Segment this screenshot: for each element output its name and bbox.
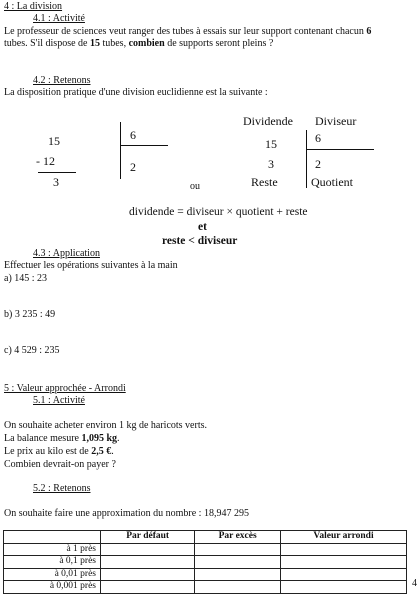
activity-bold-value: 15	[89, 38, 100, 49]
operation-a: a) 145 : 23	[4, 273, 48, 284]
activity-5-line2	[4, 433, 120, 445]
or-label: ou	[190, 181, 200, 192]
cell-valeur-arrondi[interactable]	[280, 581, 406, 594]
activity-5-heading: 5.1 : Activité	[33, 395, 85, 406]
approximation-table	[3, 530, 407, 594]
table-row	[4, 543, 407, 556]
row-label: à 0,01 près	[4, 568, 101, 581]
activity-text: Le professeur de sciences veut ranger des tubes à essais sur leur support contenant chacun	[4, 26, 367, 37]
remainder-condition: reste < diviseur	[162, 235, 238, 247]
diviseur-label: Diviseur	[315, 114, 357, 128]
activity-5-line3	[4, 446, 114, 458]
table-row	[4, 581, 407, 594]
section-5-title: 5 : Valeur approchée - Arrondi	[4, 383, 126, 394]
cell-par-exces[interactable]	[195, 543, 281, 556]
activity-5-text: Le prix au kilo est de	[4, 446, 92, 457]
quotient-label: Quotient	[311, 175, 353, 189]
cell-par-exces[interactable]	[195, 581, 281, 594]
retenons-5-heading: 5.2 : Retenons	[33, 483, 91, 494]
cell-par-exces[interactable]	[195, 556, 281, 569]
generic-vertical-line	[306, 130, 307, 188]
cell-par-defaut[interactable]	[101, 556, 195, 569]
dividende-label: Dividende	[243, 114, 293, 128]
example-remainder: 3	[53, 175, 59, 189]
activity-bold-value: 6	[366, 26, 372, 37]
retenons-heading: 4.2 : Retenons	[33, 75, 91, 86]
example-subtraction: - 12	[36, 154, 55, 168]
table-row	[4, 568, 407, 581]
activity-5-line4: Combien devrait-on payer ?	[4, 459, 116, 470]
activity-5-bold-value: 2,5 €	[91, 446, 112, 457]
generic-horizontal-line	[306, 149, 374, 150]
cell-par-defaut[interactable]	[101, 581, 195, 594]
retenons-text: La disposition pratique d'une division euclidienne est la suivante :	[4, 87, 268, 98]
page-number: 4	[412, 578, 417, 589]
table-header-empty	[4, 531, 101, 544]
cell-par-defaut[interactable]	[101, 543, 195, 556]
example-divisor: 6	[130, 128, 136, 142]
activity-5-text: .	[117, 433, 120, 444]
row-label: à 0,1 près	[4, 556, 101, 569]
cell-par-exces[interactable]	[195, 568, 281, 581]
application-text: Effectuer les opérations suivantes à la main	[4, 260, 178, 271]
table-row	[4, 556, 407, 569]
example-horizontal-line	[120, 145, 168, 146]
cell-valeur-arrondi[interactable]	[280, 543, 406, 556]
activity-bold-word: combien	[128, 38, 165, 49]
activity-paragraph-line2	[4, 38, 273, 50]
activity-5-bold-value: 1,095 kg	[81, 433, 118, 444]
generic-dividend: 15	[265, 137, 277, 151]
cell-valeur-arrondi[interactable]	[280, 568, 406, 581]
operation-c: c) 4 529 : 235	[4, 345, 60, 356]
activity-text: tubes. S'il dispose de	[4, 38, 90, 49]
activity-heading: 4.1 : Activité	[33, 13, 85, 24]
generic-divisor: 6	[315, 131, 321, 145]
cell-valeur-arrondi[interactable]	[280, 556, 406, 569]
application-heading: 4.3 : Application	[33, 248, 100, 259]
activity-5-text: .	[111, 446, 114, 457]
cell-par-defaut[interactable]	[101, 568, 195, 581]
example-subtraction-line	[38, 172, 76, 173]
operation-b: b) 3 235 : 49	[4, 309, 56, 320]
example-vertical-line	[120, 122, 121, 179]
row-label: à 1 près	[4, 543, 101, 556]
approximation-text: On souhaite faire une approximation du nombre : 18,947 295	[4, 508, 249, 519]
table-header-par-defaut: Par défaut	[101, 531, 195, 544]
table-header-row	[4, 531, 407, 544]
table-header-par-exces: Par excès	[195, 531, 281, 544]
reste-label: Reste	[251, 175, 278, 189]
activity-text: tubes,	[99, 38, 129, 49]
table-header-valeur-arrondi: Valeur arrondi	[280, 531, 406, 544]
section-4-title: 4 : La division	[4, 1, 63, 12]
division-formula: dividende = diviseur × quotient + reste	[129, 206, 308, 218]
activity-5-text: La balance mesure	[4, 433, 82, 444]
activity-text: de supports seront pleins ?	[164, 38, 274, 49]
activity-5-line1: On souhaite acheter environ 1 kg de haricots verts.	[4, 420, 207, 431]
generic-remainder: 3	[268, 157, 274, 171]
example-dividend: 15	[48, 134, 60, 148]
example-quotient: 2	[130, 160, 136, 174]
activity-paragraph-line1	[4, 26, 371, 38]
row-label: à 0,001 près	[4, 581, 101, 594]
generic-quotient: 2	[315, 157, 321, 171]
formula-et: et	[198, 221, 207, 233]
